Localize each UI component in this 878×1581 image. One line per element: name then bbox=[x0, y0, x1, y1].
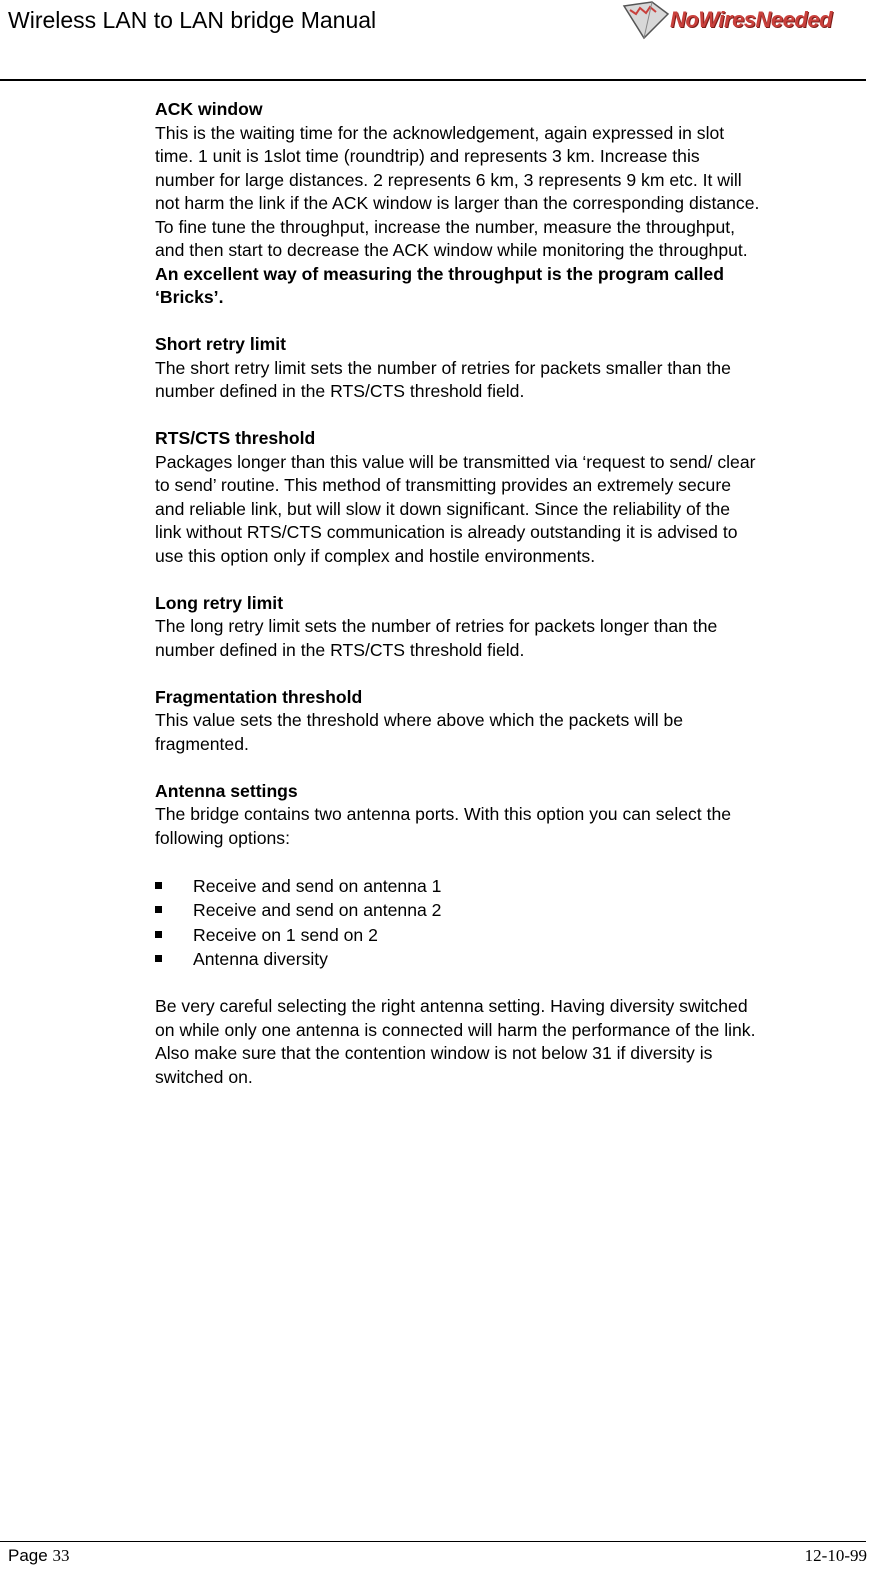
text-line: Be very careful selecting the right antenna setting. Having diversity switched bbox=[155, 996, 748, 1016]
text-line: link without RTS/CTS communication is already outstanding it is advised to bbox=[155, 522, 738, 542]
section-antenna-settings bbox=[155, 780, 873, 851]
section-text bbox=[155, 709, 873, 756]
list-item-label: Antenna diversity bbox=[193, 949, 328, 969]
page-number-value: 33 bbox=[52, 1546, 70, 1565]
section-heading: RTS/CTS threshold bbox=[155, 428, 316, 448]
section-text bbox=[155, 615, 873, 662]
logo-wordmark: NoWiresNeeded bbox=[670, 7, 833, 32]
text-line: fragmented. bbox=[155, 733, 249, 754]
footer-divider bbox=[0, 1541, 866, 1542]
document-title: Wireless LAN to LAN bridge Manual bbox=[8, 7, 377, 33]
section-heading: Fragmentation threshold bbox=[155, 686, 363, 707]
section-heading: Antenna settings bbox=[155, 780, 298, 801]
manual-body bbox=[155, 98, 873, 1113]
section-fragmentation-threshold bbox=[155, 686, 873, 757]
header-divider bbox=[0, 79, 866, 81]
company-logo bbox=[622, 0, 878, 40]
text-line: The short retry limit sets the number of retries for packets smaller than the bbox=[155, 357, 731, 378]
page-number bbox=[8, 1545, 69, 1567]
section-heading: ACK window bbox=[155, 99, 263, 119]
text-line: The bridge contains two antenna ports. With this option you can select the bbox=[155, 804, 732, 824]
text-line: time. 1 unit is 1slot time (roundtrip) and represents 3 km. Increase this bbox=[155, 146, 700, 166]
text-line: Packages longer than this value will be transmitted via ‘request to send/ clear bbox=[155, 451, 756, 472]
text-line: Also make sure that the contention window is not below 31 if diversity is bbox=[155, 1043, 713, 1063]
section-text bbox=[155, 803, 873, 850]
emphasis-line: ‘Bricks’. bbox=[155, 287, 224, 307]
text-line: To fine tune the throughput, increase the number, measure the throughput, bbox=[155, 216, 735, 237]
text-line: switched on. bbox=[155, 1066, 253, 1087]
document-date: 12-10-99 bbox=[804, 1546, 867, 1565]
section-ack-window bbox=[155, 98, 873, 310]
text-line: This value sets the threshold where above which the packets will be bbox=[155, 710, 684, 730]
text-line: not harm the link if the ACK window is larger than the corresponding distance. bbox=[155, 193, 760, 213]
emphasis-line: An excellent way of measuring the throughput is the program called bbox=[155, 263, 724, 284]
text-line: use this option only if complex and hostile environments. bbox=[155, 545, 596, 566]
text-line: following options: bbox=[155, 827, 290, 848]
section-heading: Long retry limit bbox=[155, 592, 284, 613]
text-line: on while only one antenna is connected will harm the performance of the link. bbox=[155, 1019, 756, 1040]
section-text bbox=[155, 122, 873, 310]
section-short-retry-limit bbox=[155, 333, 873, 404]
square-bullet-icon bbox=[155, 955, 162, 962]
page-label: Page bbox=[8, 1546, 48, 1565]
logo-emblem-icon bbox=[622, 0, 670, 40]
list-item-label: Receive on 1 send on 2 bbox=[193, 924, 378, 945]
section-text bbox=[155, 357, 873, 404]
list-item-label: Receive and send on antenna 1 bbox=[193, 875, 442, 896]
list-item bbox=[155, 923, 873, 948]
square-bullet-icon bbox=[155, 931, 162, 938]
section-long-retry-limit bbox=[155, 592, 873, 663]
list-item-label: Receive and send on antenna 2 bbox=[193, 900, 442, 920]
section-closing-note bbox=[155, 995, 873, 1089]
text-line: number defined in the RTS/CTS threshold field. bbox=[155, 639, 525, 660]
text-line: number defined in the RTS/CTS threshold field. bbox=[155, 381, 525, 401]
list-item bbox=[155, 947, 873, 972]
antenna-options-list bbox=[155, 874, 873, 972]
section-heading: Short retry limit bbox=[155, 334, 286, 354]
text-line: number for large distances. 2 represents 6 km, 3 represents 9 km etc. It will bbox=[155, 169, 742, 190]
text-line: This is the waiting time for the acknowledgement, again expressed in slot bbox=[155, 122, 725, 143]
section-text bbox=[155, 451, 873, 569]
square-bullet-icon bbox=[155, 882, 162, 889]
text-line: and then start to decrease the ACK window while monitoring the throughput. bbox=[155, 240, 748, 260]
square-bullet-icon bbox=[155, 906, 162, 913]
text-line: to send’ routine. This method of transmitting provides an extremely secure bbox=[155, 475, 731, 495]
text-line: and reliable link, but will slow it down significant. Since the reliability of the bbox=[155, 498, 731, 519]
list-item bbox=[155, 898, 873, 923]
section-text bbox=[155, 995, 873, 1089]
text-line: The long retry limit sets the number of retries for packets longer than the bbox=[155, 616, 718, 636]
list-item bbox=[155, 874, 873, 899]
section-rts-cts-threshold bbox=[155, 427, 873, 568]
